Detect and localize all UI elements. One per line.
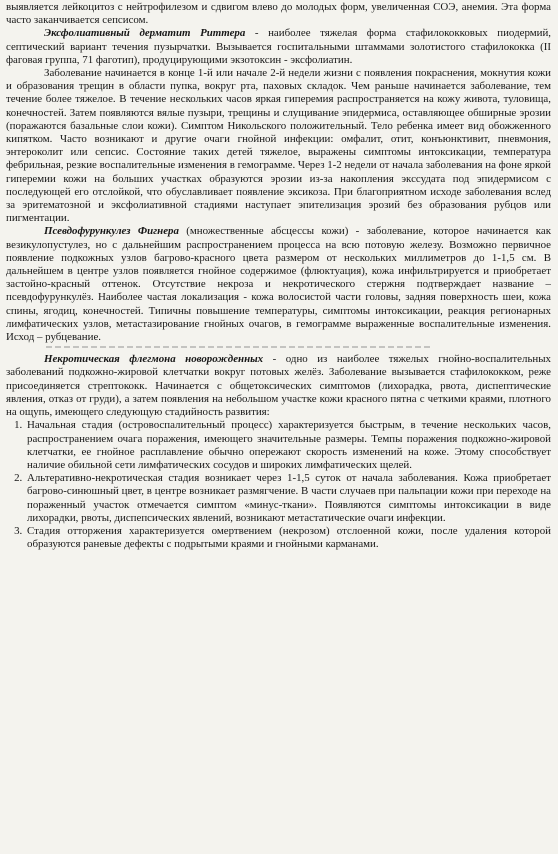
- list-item: 1. Начальная стадия (островоспалительный процесс) характеризуется быстрым, в течение нескольких часов, распространением очага поражения, имеющего значительные размеры. Темпы поражения подкожно-жировой клетчатки, ее гнойное расплавление обычно опережают скорость изменений на коже. Этому способствует наличие обильной сети лимфатических сосудов и широких лимфатических щелей.: [25, 419, 551, 472]
- paragraph-ritter-course: Заболевание начинается в конце 1-й или начале 2-й недели жизни с появления покраснения, мокнутия кожи и образования трещин в области пупка, вокруг рта, паховых складок. Чем раньше начинается заболевание, тем течение более тяжелое. В течение нескольких часов яркая гиперемия распространяется на кожу живота, туловища, конечностей. Затем появляются вялые пузыри, трещины и слущивание эпидермиса, оставляющее обширные эрозии (поражаются базальные слои кожи). Симптом Никольского положительный. Тело ребенка имеет вид обожженного кипятком. Часто возникают и другие очаги гнойной инфекции: омфалит, отит, конъюнктивит, пневмония, энтероколит или сепсис. Состояние таких детей тяжелое, выражены симптомы интоксикации, температура фебрильная, резкие воспалительные изменения в гемограмме. Через 1-2 недели от начала заболевания на фоне яркой гиперемии кожи на больших участках образуются эрозии из-за накопления экссудата под эпидермисом с последующей его отслойкой, что обуславливает появление эксикоза. При благоприятном исходе заболевания вслед за эритематозной и эксфолиативной стадиями наступает эпителизация эрозий без образования рубцов или пигментации.: [6, 67, 551, 225]
- term-phlegmon: Некротическая флегмона новорожденных: [44, 353, 264, 366]
- paragraph-phlegmon: [6, 353, 551, 419]
- stage-list: [6, 419, 551, 551]
- paragraph-finger: [6, 225, 551, 344]
- phlegmon-definition: - одно из наиболее тяжелых гнойно-воспалительных заболеваний подкожно-жировой клетчатки вокруг потовых желёз. Заболевание вызывается стафилококком, реже присоединяется стрептококк. Начинается с общетоксических симптомов (лихорадка, рвота, диспептические явления, отказ от груди), а затем появления на небольшом участке кожи красного пятна с четкими краями, плотного на ощупь, имеющего следующую стадийность развития:: [6, 353, 552, 419]
- list-item: 2. Альтеративно-некротическая стадия возникает через 1-1,5 суток от начала заболевания. Кожа приобретает багрово-синюшный цвет, в центре возникает размягчение. В части случаев при пальпации кожи при переходе на пораженный участок отмечается симптом «минус-ткани». Появляются симптомы интоксикации в виде лихорадки, рвоты, диспепсических явлений, возникают метастатические очаги инфекции.: [25, 472, 551, 525]
- paragraph-intro: выявляется лейкоцитоз с нейтрофилезом и сдвигом влево до молодых форм, увеличенная СОЭ, анемия. Эта форма часто заканчивается сепсисом.: [6, 1, 551, 27]
- finger-definition: (множественные абсцессы кожи) - заболевание, которое начинается как везикулопустулез, но с дальнейшим распространением процесса на всю потовую железу. Возможно первичное появление подкожных узлов багрово-красного цвета размером от нескольких миллиметров до 1-1,5 см. В дальнейшем в центре узлов появляется гнойное содержимое (флюктуация), кожа инфильтрируется и приобретает застойно-красный оттенок. Отсутствие некроза и некротического стержня подтверждает название – псевдофурункулёз. Наиболее частая локализация - кожа волосистой части головы, задняя поверхность шеи, кожа спины, ягодиц, конечностей. Типичны повышение температуры, симптомы интоксикации, реакция регионарных лимфатических узлов, метастазирование гнойных очагов, в гемограмме выраженные воспалительные изменения. Исход – рубцевание.: [6, 225, 551, 344]
- ritter-definition: - наиболее тяжелая форма стафилококковых пиодермий, септический вариант течения пузырчатки. Вызывается госпитальными штаммами золотистого стафилококка (II фаговая группа, 71 фаготип), продуцирующими экзотоксин - эксфолиатин.: [6, 27, 551, 66]
- paragraph-ritter: [6, 27, 551, 67]
- list-item: 3. Стадия отторжения характеризуется омертвением (некрозом) отслоенной кожи, после удаления которой образуются раневые дефекты с подрытыми краями и гнойными карманами.: [25, 525, 551, 551]
- faded-line: [6, 344, 551, 353]
- term-ritter: Эксфолиативный дерматит Риттера: [44, 27, 246, 40]
- term-finger: Псевдофурункулез Фигнера: [44, 225, 179, 238]
